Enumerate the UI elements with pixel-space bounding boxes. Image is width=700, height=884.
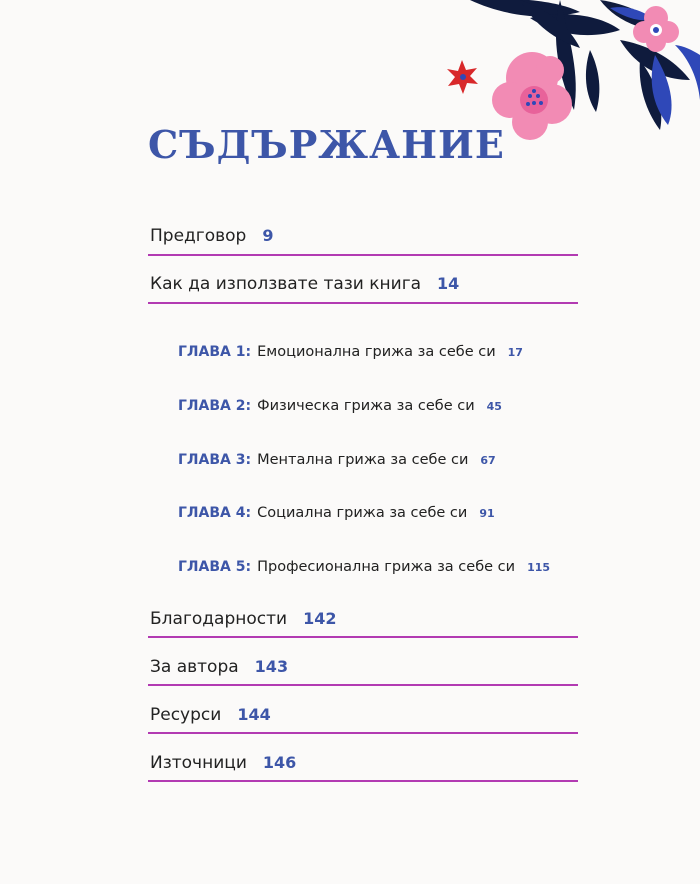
red-flower bbox=[447, 60, 478, 94]
divider-line bbox=[148, 254, 578, 256]
divider-line bbox=[148, 302, 578, 304]
toc-entry-about-author[interactable] bbox=[150, 657, 288, 677]
toc-entry-title: Предговор bbox=[150, 226, 247, 246]
chapter-page: 67 bbox=[480, 454, 496, 467]
toc-entry-title: Ресурси bbox=[150, 705, 222, 725]
toc-entry-sources[interactable] bbox=[150, 753, 296, 773]
chapter-title: Емоционална грижа за себе си bbox=[257, 344, 496, 360]
toc-entry-page: 14 bbox=[437, 274, 460, 293]
toc-entry-resources[interactable] bbox=[150, 705, 271, 725]
page-title: СЪДЪРЖАНИЕ bbox=[148, 122, 505, 167]
toc-entry-preface[interactable] bbox=[150, 226, 273, 246]
toc-entry-title: Благодарности bbox=[150, 609, 288, 629]
toc-entry-title: За автора bbox=[150, 657, 239, 677]
toc-chapter-5[interactable]: ГЛАВА 5: Професионална грижа за себе си 115 bbox=[178, 559, 551, 575]
toc-entry-acknowledgements[interactable] bbox=[150, 609, 336, 629]
chapter-title: Социална грижа за себе си bbox=[257, 505, 468, 521]
toc-chapter-3[interactable]: ГЛАВА 3: Ментална грижа за себе си 67 bbox=[178, 452, 496, 468]
toc-entry-page: 9 bbox=[262, 226, 274, 245]
chapter-title: Физическа грижа за себе си bbox=[257, 398, 475, 414]
toc-entry-how-to-use[interactable] bbox=[150, 274, 459, 294]
divider-line bbox=[148, 636, 578, 638]
chapter-page: 91 bbox=[479, 507, 495, 520]
divider-line bbox=[148, 684, 578, 686]
toc-chapter-1[interactable]: ГЛАВА 1: Емоционална грижа за себе си 17 bbox=[178, 344, 523, 360]
toc-chapter-2[interactable]: ГЛАВА 2: Физическа грижа за себе си 45 bbox=[178, 398, 502, 414]
divider-line bbox=[148, 780, 578, 782]
chapter-label: ГЛАВА 1 bbox=[178, 344, 246, 360]
chapter-title: Ментална грижа за себе си bbox=[257, 452, 469, 468]
chapter-title: Професионална грижа за себе си bbox=[257, 559, 516, 575]
toc-entry-page: 144 bbox=[237, 705, 271, 724]
chapter-label: ГЛАВА 5 bbox=[178, 559, 246, 575]
chapter-label: ГЛАВА 4 bbox=[178, 505, 246, 521]
chapter-page: 45 bbox=[486, 400, 502, 413]
toc-entry-title: Източници bbox=[150, 753, 247, 773]
chapter-label: ГЛАВА 2 bbox=[178, 398, 246, 414]
toc-entry-page: 143 bbox=[254, 657, 289, 676]
toc-entry-title: Как да използвате тази книга bbox=[150, 274, 422, 294]
toc-chapter-4[interactable]: ГЛАВА 4: Социална грижа за себе си 91 bbox=[178, 505, 495, 521]
chapter-page: 17 bbox=[507, 346, 523, 359]
toc-entry-page: 142 bbox=[303, 609, 337, 628]
toc-entry-page: 146 bbox=[262, 753, 297, 772]
chapter-label: ГЛАВА 3 bbox=[178, 452, 246, 468]
chapter-page: 115 bbox=[527, 561, 551, 574]
divider-line bbox=[148, 732, 578, 734]
